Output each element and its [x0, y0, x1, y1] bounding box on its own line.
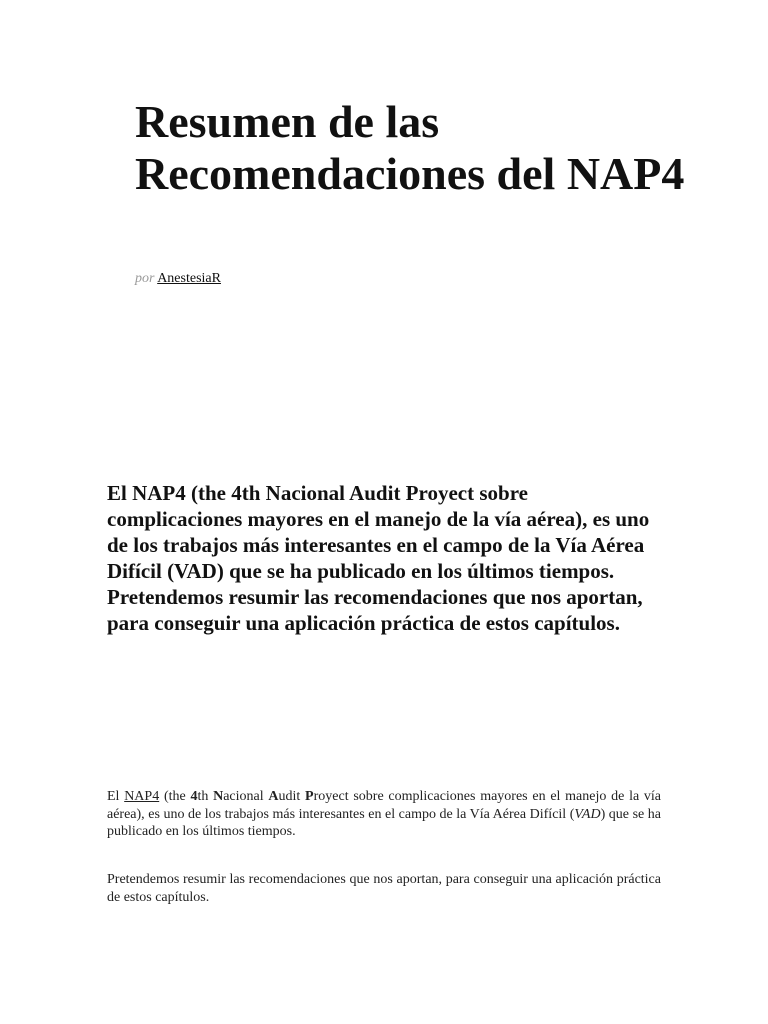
text-segment: udit — [278, 789, 306, 804]
text-segment: th — [197, 789, 214, 804]
lead-paragraph: El NAP4 (the 4th Nacional Audit Proyect sobre complicaciones mayores en el manejo de la vía aérea), es uno de los trabajos más interesantes en el campo de la Vía Aérea Difícil (VAD) que se ha publicado en los últimos tiempos. Pretendemos resumir las recomendaciones que nos aportan, para conseguir una aplicación práctica de estos capítulos. — [107, 481, 650, 635]
byline — [135, 270, 221, 288]
author-link[interactable]: AnestesiaR — [157, 271, 221, 286]
text-segment: (the — [159, 789, 191, 804]
article-title: Resumen de las Recomendaciones del NAP4 — [135, 96, 685, 199]
text-segment: El — [107, 789, 125, 804]
text-segment: ) que se ha publicado en los últimos tiempos. — [107, 806, 661, 839]
vad-abbreviation: VAD — [574, 806, 601, 822]
bold-letter: A — [268, 789, 279, 804]
nap4-link[interactable]: NAP4 — [124, 789, 160, 804]
body-paragraph-2: Pretendemos resumir las recomendaciones que nos aportan, para conseguir una aplicación práctica de estos capítulos. — [107, 872, 661, 905]
bold-letter: 4 — [190, 789, 198, 804]
bold-letter: N — [213, 789, 224, 804]
text-segment: acional — [223, 789, 269, 804]
byline-prefix: por — [135, 271, 155, 286]
body-paragraph-1 — [107, 788, 661, 841]
bold-letter: P — [305, 789, 314, 804]
text-segment: royect sobre complicaciones mayores en el manejo de la vía aérea), es uno de los trabajos más interesantes en el campo de la Vía Aérea Difícil ( — [107, 789, 662, 822]
